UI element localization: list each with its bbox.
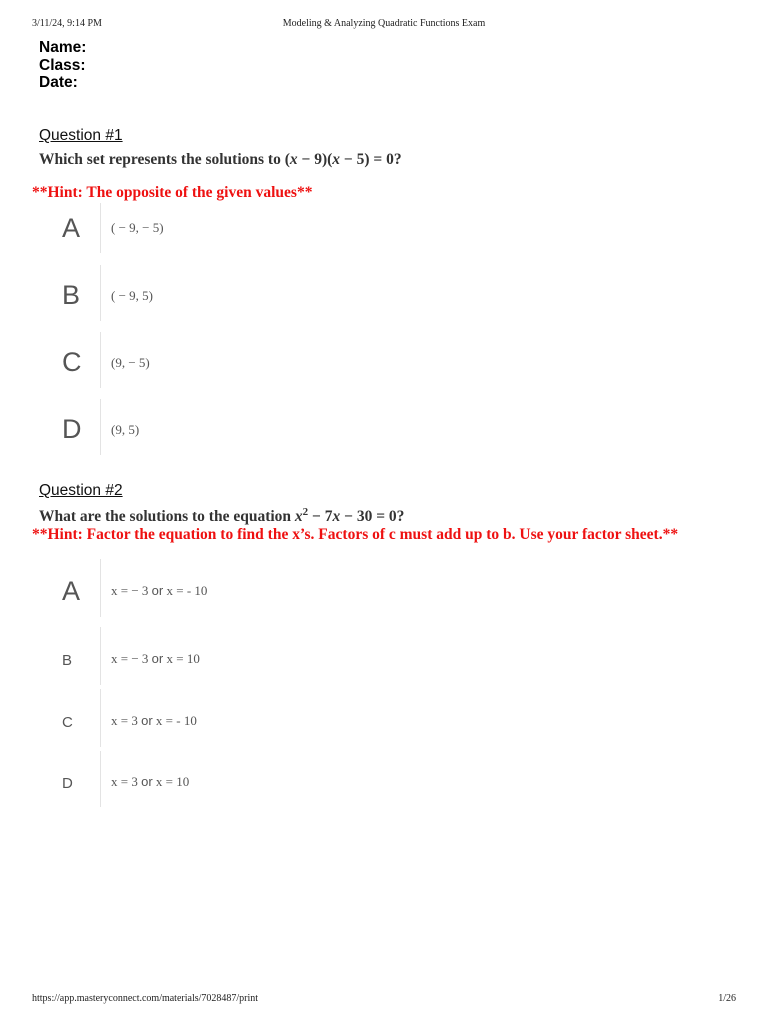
question-1-option-a[interactable] [60,203,660,253]
print-datetime: 3/11/24, 9:14 PM [32,18,102,29]
question-1-equation: (x − 9)(x − 5) = 0? [284,151,402,168]
option-answer: (9, − 5) [111,355,150,370]
question-2-option-d[interactable] [60,751,660,807]
document-title: Modeling & Analyzing Quadratic Functions Exam [282,18,486,29]
option-divider [100,751,101,807]
option-divider [100,203,101,253]
option-divider [100,399,101,455]
option-letter: A [62,213,81,243]
option-divider [100,332,101,388]
page-number: 1/26 [718,993,736,1004]
question-2-prompt-text: What are the solutions to the equation [39,508,295,526]
option-divider [100,627,101,685]
question-2-option-c[interactable] [60,689,660,747]
option-letter: D [62,775,73,792]
question-2-option-b[interactable] [60,627,660,685]
option-letter: C [62,714,73,731]
option-letter: B [62,280,81,310]
option-divider [100,265,101,321]
option-answer: x = − 3 or x = - 10 [111,583,208,598]
option-answer: x = − 3 or x = 10 [111,651,200,666]
question-2-hint: **Hint: Factor the equation to find the x’s. Factors of c must add up to b. Use your factor sheet.** [32,526,679,543]
option-answer: (9, 5) [111,422,140,437]
option-letter: D [62,414,82,444]
question-1-label: Question #1 [39,127,123,144]
option-letter: C [62,347,82,377]
question-1-option-b[interactable] [60,265,660,321]
question-2-option-a[interactable] [60,559,660,617]
date-field-label: Date: [39,74,78,91]
option-answer: ( − 9, − 5) [111,220,164,235]
student-fields [39,39,86,92]
question-1-hint: **Hint: The opposite of the given values** [32,184,313,201]
question-1-option-d[interactable] [60,399,660,455]
option-letter: B [62,652,73,669]
option-divider [100,559,101,617]
option-answer: ( − 9, 5) [111,288,153,303]
question-2-prompt [39,506,404,526]
question-1-prompt-text: Which set represents the solutions to [39,151,285,168]
option-answer: x = 3 or x = - 10 [111,713,197,728]
option-letter: A [62,576,81,606]
question-1-option-c[interactable] [60,332,660,388]
question-2-label: Question #2 [39,482,123,499]
question-2-equation: $x^2 - 7x - 30 = 0$? [294,506,405,526]
class-field-label: Class: [39,56,86,74]
option-divider [100,689,101,747]
name-field-label: Name: [39,39,87,56]
option-answer: x = 3 or x = 10 [111,774,190,789]
question-1-prompt [39,151,402,169]
footer-url: https://app.masteryconnect.com/materials/7028487/print [32,993,259,1004]
